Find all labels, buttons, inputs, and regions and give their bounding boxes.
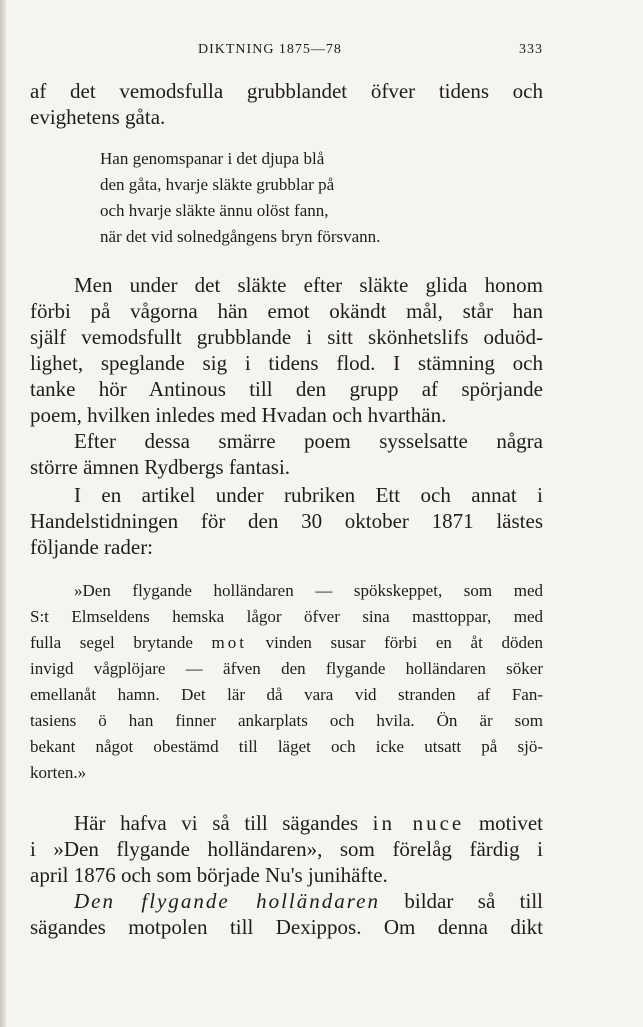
- quote-line: korten.»: [30, 763, 87, 782]
- text-line: tanke hör Antinous till den grupp af spörjande: [30, 377, 543, 401]
- verse-line: den gåta, hvarje släkte grubblar på: [100, 175, 335, 194]
- text-line: i »Den flygande holländaren», som förelåg färdig i: [30, 837, 543, 861]
- text-line: själf vemodsfullt grubblande i sitt skönhetslifs oduöd-: [30, 325, 543, 349]
- text-line: större ämnen Rydbergs fantasi.: [30, 455, 291, 479]
- quote-line: bekant något obestämd till läget och icke utsatt på sjö-: [30, 737, 543, 756]
- paragraph-2: [30, 272, 543, 428]
- quote-line: S:t Elmseldens hemska lågor öfver sina masttoppar, med: [30, 607, 543, 626]
- text-line: poem, hvilken inledes med Hvadan och hvarthän.: [30, 403, 447, 427]
- quote-line: invigd vågplöjare — äfven den flygande holländaren söker: [30, 659, 543, 678]
- text-line: lighet, speglande sig i tidens flod. I stämning och: [30, 351, 543, 375]
- quote-line: »Den flygande holländaren — spökskeppet, som med: [74, 581, 543, 600]
- text-line: följande rader:: [30, 535, 154, 559]
- paragraph-4: [30, 482, 543, 560]
- text-line: Handelstidningen för den 30 oktober 1871 lästes: [30, 509, 543, 533]
- verse-line: när det vid solnedgångens bryn försvann.: [100, 227, 381, 246]
- quote-line: tasiens ö han finner ankarplats och hvila. Ön är som: [30, 711, 543, 730]
- italic-title: Den flygande holländaren: [74, 889, 380, 913]
- quote-fragment: fulla segel brytande: [30, 633, 193, 652]
- running-header: [30, 42, 543, 64]
- quote-line: [30, 630, 543, 656]
- text-line: evighetens gåta.: [30, 105, 166, 129]
- text-line: förbi på vågorna hän emot okändt mål, står han: [30, 299, 543, 323]
- text-line: af det vemodsfulla grubblandet öfver tidens och: [30, 79, 543, 103]
- text-line: Efter dessa smärre poem sysselsatte några: [74, 429, 543, 453]
- text-fragment: motivet: [478, 811, 543, 835]
- page-spine-shadow: [0, 0, 6, 1027]
- text-line: [30, 810, 543, 836]
- text-line: I en artikel under rubriken Ett och annat i: [74, 483, 543, 507]
- paragraph-5: [30, 810, 543, 940]
- paragraph-3: [30, 428, 543, 480]
- prose-quote: [30, 578, 543, 786]
- text-line: Men under det släkte efter släkte glida honom: [74, 273, 543, 297]
- text-line: sägandes motpolen till Dexippos. Om denna dikt: [30, 915, 543, 939]
- verse-line: Han genomspanar i det djupa blå: [100, 149, 325, 168]
- spaced-emphasis: in nuce: [372, 811, 465, 835]
- running-title: DIKTNING 1875—78: [198, 42, 342, 57]
- quote-fragment: vinden susar förbi en åt döden: [265, 633, 544, 652]
- paragraph-1: [30, 78, 543, 130]
- verse-quote: [100, 146, 500, 250]
- text-fragment: bildar så till: [404, 889, 543, 913]
- verse-line: och hvarje släkte ännu olöst fann,: [100, 201, 329, 220]
- spaced-emphasis: mot: [211, 633, 247, 652]
- page-number: 333: [519, 42, 543, 57]
- text-line: april 1876 och som började Nu's junihäfte.: [30, 863, 388, 887]
- text-line: [30, 888, 543, 914]
- text-fragment: Här hafva vi så till sägandes: [74, 811, 359, 835]
- quote-line: emellanåt hamn. Det lär då vara vid stranden af Fan-: [30, 685, 543, 704]
